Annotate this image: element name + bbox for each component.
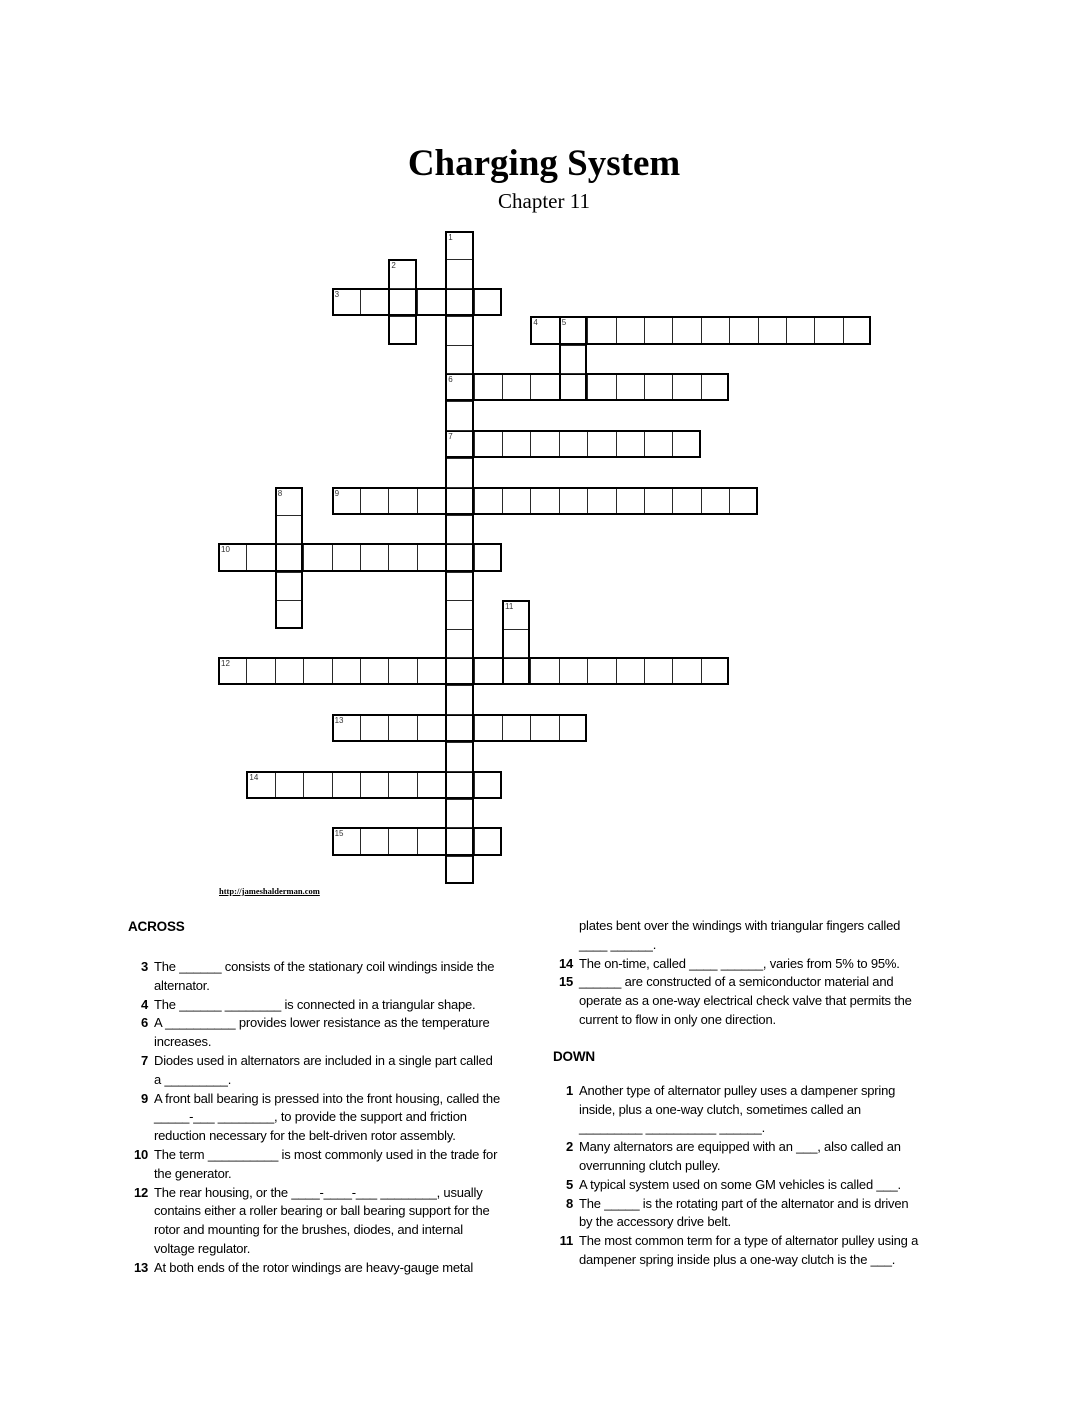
footer-url: http://jameshalderman.com: [219, 886, 320, 896]
clue-number: 15: [558, 974, 573, 990]
cell-separator: [275, 773, 276, 797]
cell-separator: [758, 318, 759, 342]
cell-separator: [447, 316, 471, 317]
clue-number: 9: [140, 1090, 148, 1106]
cell-separator: [502, 375, 503, 399]
cell-separator: [447, 345, 471, 346]
cell-separator: [672, 489, 673, 513]
cell-separator: [672, 375, 673, 399]
cell-separator: [417, 290, 418, 314]
cell-number-9: 9: [334, 488, 340, 498]
cell-separator: [504, 629, 528, 630]
clue-12: [128, 1184, 500, 1259]
cell-separator: [417, 829, 418, 853]
cell-separator: [360, 773, 361, 797]
cell-separator: [332, 659, 333, 683]
cell-separator: [360, 659, 361, 683]
down-header: DOWN: [553, 1048, 595, 1064]
word-2-down: [388, 259, 416, 344]
cell-separator: [277, 600, 301, 601]
clue-number: 12: [133, 1184, 148, 1200]
cell-separator: [447, 259, 471, 260]
clue-15: [553, 973, 925, 1029]
cell-number-5: 5: [561, 318, 567, 328]
clue-text: The on-time, called ____ ______, varies from 5% to 95%.: [579, 955, 900, 971]
cell-separator: [303, 659, 304, 683]
cell-separator: [644, 375, 645, 399]
word-5-down: [559, 316, 587, 401]
word-7-across: [445, 430, 701, 458]
clue-text: Many alternators are equipped with an ___, also called an overrunning clutch pulley.: [579, 1139, 901, 1173]
cell-separator: [474, 489, 475, 513]
word-9-across: [332, 487, 758, 515]
clue-number: 8: [565, 1195, 573, 1211]
cell-separator: [303, 545, 304, 569]
cell-separator: [474, 432, 475, 456]
cell-number-14: 14: [249, 772, 259, 782]
cell-separator: [246, 545, 247, 569]
cell-separator: [360, 290, 361, 314]
cell-separator: [530, 716, 531, 740]
cell-separator: [360, 489, 361, 513]
cell-separator: [559, 489, 560, 513]
cell-separator: [530, 375, 531, 399]
clue-7: [128, 1052, 500, 1090]
cell-separator: [672, 432, 673, 456]
cell-separator: [561, 373, 585, 374]
cell-number-15: 15: [334, 829, 344, 839]
cell-separator: [447, 685, 471, 686]
cell-separator: [587, 489, 588, 513]
down-clues-list: [553, 1082, 925, 1270]
cell-separator: [672, 659, 673, 683]
cell-separator: [417, 659, 418, 683]
across-clues-continued-list: [553, 917, 925, 1030]
cell-separator: [474, 375, 475, 399]
cell-separator: [502, 489, 503, 513]
cell-separator: [417, 545, 418, 569]
clue-number: 7: [140, 1052, 148, 1068]
cell-separator: [474, 290, 475, 314]
cell-number-6: 6: [448, 375, 453, 384]
cell-number-2: 2: [391, 261, 396, 271]
clue-number: 4: [140, 996, 148, 1012]
cell-separator: [388, 716, 389, 740]
cell-separator: [701, 375, 702, 399]
clue-text: A front ball bearing is pressed into the front housing, called the _____-___ ________, to provide the support and friction reduction necessary for the belt-driven rotor assembly.: [154, 1090, 500, 1144]
cell-separator: [388, 489, 389, 513]
cell-separator: [474, 773, 475, 797]
clue-number: 13: [133, 1259, 148, 1275]
cell-separator: [672, 318, 673, 342]
cell-separator: [616, 318, 617, 342]
clue-number: 5: [565, 1176, 573, 1192]
word-12-across: [218, 657, 729, 685]
cell-separator: [616, 375, 617, 399]
clue-10: [128, 1146, 500, 1184]
cell-number-1: 1: [448, 233, 453, 242]
cell-separator: [447, 543, 471, 544]
cell-separator: [504, 657, 528, 658]
cell-separator: [447, 856, 471, 857]
cell-separator: [447, 714, 471, 715]
clue-4: [128, 996, 500, 1015]
cell-separator: [587, 659, 588, 683]
cell-separator: [502, 432, 503, 456]
cell-separator: [644, 432, 645, 456]
cell-separator: [447, 771, 471, 772]
cell-separator: [530, 432, 531, 456]
cell-separator: [277, 543, 301, 544]
cell-separator: [559, 432, 560, 456]
clue-2: [553, 1138, 925, 1176]
clue-text: plates bent over the windings with triangular fingers called ____ ______.: [579, 918, 901, 952]
clue-number: 10: [133, 1146, 148, 1162]
cell-separator: [559, 716, 560, 740]
clue-continuation: [553, 917, 925, 955]
cell-number-11: 11: [505, 602, 514, 612]
clue-text: The most common term for a type of alternator pulley using a dampener spring inside plus a one-way clutch is the ___.: [579, 1233, 919, 1267]
clue-text: A typical system used on some GM vehicles is called ___.: [579, 1176, 901, 1192]
cell-separator: [447, 487, 471, 488]
word-3-across: [332, 288, 502, 316]
cell-separator: [447, 799, 471, 800]
word-1-down: [445, 231, 473, 884]
cell-separator: [786, 318, 787, 342]
clues-left-column: [128, 917, 500, 1278]
cell-separator: [530, 659, 531, 683]
cell-separator: [587, 318, 588, 342]
cell-separator: [474, 659, 475, 683]
cell-number-7: 7: [448, 431, 453, 441]
cell-separator: [417, 716, 418, 740]
cell-separator: [417, 489, 418, 513]
cell-separator: [360, 829, 361, 853]
cell-separator: [332, 545, 333, 569]
word-15-across: [332, 827, 502, 855]
clue-6: [128, 1014, 500, 1052]
cell-separator: [447, 515, 471, 516]
cell-separator: [616, 489, 617, 513]
cell-number-3: 3: [334, 289, 340, 299]
cell-separator: [277, 572, 301, 573]
clue-3: [128, 958, 500, 996]
cell-separator: [587, 432, 588, 456]
clue-text: Another type of alternator pulley uses a dampener spring inside, plus a one-way clutch, sometimes called an _________ __________ ______.: [579, 1082, 896, 1136]
cell-separator: [388, 545, 389, 569]
cell-separator: [447, 288, 471, 289]
clue-11: [553, 1232, 925, 1270]
clue-5: [553, 1176, 925, 1195]
cell-separator: [616, 432, 617, 456]
cell-number-4: 4: [533, 318, 538, 328]
cell-separator: [474, 545, 475, 569]
clue-text: The ______ consists of the stationary coil windings inside the alternator.: [154, 959, 495, 993]
word-8-down: [275, 487, 303, 629]
clue-text: A __________ provides lower resistance as the temperature increases.: [154, 1015, 490, 1050]
clue-number: 14: [558, 955, 573, 971]
cell-separator: [447, 629, 471, 630]
cell-separator: [447, 742, 471, 743]
cell-separator: [447, 827, 471, 828]
page-title: Charging System: [407, 143, 681, 184]
cell-separator: [447, 458, 471, 459]
clue-8: [553, 1195, 925, 1233]
across-clues-list: [128, 958, 500, 1278]
clue-number: 11: [559, 1233, 573, 1249]
cell-separator: [447, 600, 471, 601]
cell-separator: [447, 657, 471, 658]
clue-text: Diodes used in alternators are included in a single part called a _________.: [154, 1052, 493, 1087]
clue-14: [553, 955, 925, 974]
clue-number: 2: [565, 1139, 573, 1155]
cell-separator: [502, 716, 503, 740]
cell-separator: [644, 489, 645, 513]
cell-separator: [417, 773, 418, 797]
cell-separator: [843, 318, 844, 342]
word-11-down: [502, 600, 530, 685]
clue-9: [128, 1090, 500, 1146]
cell-separator: [701, 659, 702, 683]
cell-separator: [616, 659, 617, 683]
clue-text: At both ends of the rotor windings are heavy-gauge metal: [154, 1259, 474, 1275]
cell-separator: [644, 318, 645, 342]
cell-separator: [388, 659, 389, 683]
clue-number: 6: [140, 1015, 148, 1031]
cell-separator: [701, 489, 702, 513]
cell-separator: [447, 430, 471, 431]
cell-separator: [360, 716, 361, 740]
word-6-across: [445, 373, 729, 401]
cell-separator: [390, 316, 414, 317]
clues-right-column: [553, 917, 925, 1270]
cell-separator: [814, 318, 815, 342]
cell-separator: [474, 716, 475, 740]
cell-separator: [561, 345, 585, 346]
cell-separator: [303, 773, 304, 797]
cell-separator: [332, 773, 333, 797]
across-header: ACROSS: [128, 919, 185, 934]
cell-separator: [729, 489, 730, 513]
cell-separator: [447, 572, 471, 573]
clue-1: [553, 1082, 925, 1138]
cell-separator: [277, 515, 301, 516]
clue-text: The rear housing, or the ____-____-___ ________, usually contains either a roller bearing or ball bearing support for the rotor and mounting for the brushes, diodes, and internal voltage regulator.: [154, 1184, 490, 1256]
cell-separator: [474, 829, 475, 853]
cell-separator: [360, 545, 361, 569]
clue-text: ______ are constructed of a semiconductor material and operate as a one-way electrical check valve that permits the current to flow in only one direction.: [579, 974, 912, 1027]
cell-separator: [587, 375, 588, 399]
cell-separator: [729, 318, 730, 342]
page-subtitle: Chapter 11: [498, 189, 590, 213]
cell-number-12: 12: [221, 659, 230, 668]
cell-number-8: 8: [277, 488, 283, 498]
cell-separator: [390, 288, 414, 289]
cell-separator: [246, 659, 247, 683]
cell-separator: [388, 773, 389, 797]
clue-number: 3: [140, 959, 148, 974]
cell-number-10: 10: [221, 545, 230, 555]
cell-separator: [644, 659, 645, 683]
cell-separator: [275, 659, 276, 683]
cell-separator: [447, 401, 471, 402]
clue-text: The ______ ________ is connected in a triangular shape.: [154, 996, 476, 1012]
cell-separator: [530, 489, 531, 513]
cell-separator: [559, 659, 560, 683]
cell-separator: [701, 318, 702, 342]
cell-number-13: 13: [334, 715, 344, 725]
cell-separator: [447, 373, 471, 374]
clue-number: 1: [565, 1082, 573, 1098]
clue-13: [128, 1259, 500, 1278]
clue-text: The term __________ is most commonly used in the trade for the generator.: [154, 1146, 498, 1181]
clue-text: The _____ is the rotating part of the alternator and is driven by the accessory drive belt.: [579, 1195, 909, 1230]
cell-separator: [388, 829, 389, 853]
